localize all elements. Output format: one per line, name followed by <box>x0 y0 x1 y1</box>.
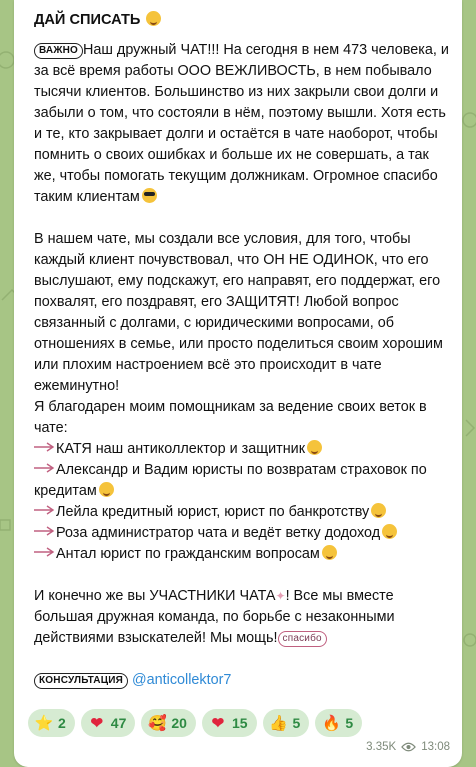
arrow-icon <box>34 547 56 557</box>
post-title <box>34 10 452 31</box>
thanks-badge: спасибо <box>278 631 327 647</box>
message-time: 13:08 <box>421 741 450 753</box>
wink-emoji-icon <box>307 440 322 455</box>
paragraph-4b-text: ! Все мы вместе большая дружная команда, по борьбе с незаконными действиями взыскателей! Мы мощь! <box>34 588 395 646</box>
reaction-count: 2 <box>58 715 66 731</box>
reaction-count: 5 <box>292 715 301 731</box>
helper-item <box>34 460 452 502</box>
arrow-icon <box>34 526 56 536</box>
username-link[interactable]: @anticollektor7 <box>132 672 232 688</box>
reaction-thumbs-up[interactable] <box>263 709 310 737</box>
sunglasses-emoji-icon <box>142 188 157 203</box>
important-badge: ВАЖНО <box>34 43 83 59</box>
consultation-badge: КОНСУЛЬТАЦИЯ <box>34 673 128 689</box>
reaction-fire[interactable] <box>315 709 362 737</box>
reaction-hearts-face[interactable] <box>141 709 196 737</box>
arrow-icon <box>34 442 56 452</box>
reaction-count: 47 <box>110 715 127 731</box>
reaction-heart-on-fire[interactable] <box>202 709 257 737</box>
post-title-text: ДАЙ СПИСАТЬ <box>34 12 141 28</box>
helper-item-text: Александр и Вадим юристы по возвратам страховок по кредитам <box>34 462 427 499</box>
helper-item-text: КАТЯ наш антиколлектор и защитник <box>56 441 306 457</box>
arrow-icon <box>34 463 56 473</box>
reaction-star[interactable] <box>28 709 75 737</box>
reaction-count: 5 <box>345 715 354 731</box>
helper-item <box>34 544 452 565</box>
eye-icon <box>401 742 416 752</box>
heart-on-fire-icon: ❤ <box>211 715 225 732</box>
helper-item-text: Роза администратор чата и ведёт ветку додоход <box>56 525 381 541</box>
arrow-icon <box>34 505 56 515</box>
helper-item-text: Антал юрист по гражданским вопросам <box>56 546 320 562</box>
wink-emoji-icon <box>371 503 386 518</box>
paragraph-4 <box>34 586 452 649</box>
wink-emoji-icon <box>322 545 337 560</box>
paragraph-1 <box>34 40 452 208</box>
helper-item <box>34 439 452 460</box>
wink-emoji-icon <box>146 11 161 26</box>
helper-item <box>34 523 452 544</box>
sparkle-icon: ✦ <box>275 589 286 603</box>
reaction-heart[interactable] <box>81 709 136 737</box>
thumbs-up-icon: 👍 <box>269 715 288 732</box>
fire-icon: 🔥 <box>321 715 341 732</box>
paragraph-2: В нашем чате, мы создали все условия, для того, чтобы каждый клиент почувствовал, что ОН НЕ ОДИНОК, что его выслушают, ему подскажут, его направят, его поддержат, его похвалят, его поздравят, его ЗАЩИТЯТ! Любой вопрос связанный с долгами, с юридическими вопросами, об отношениях в семье, или просто поделиться своим хорошим или плохим настроением всё это происходит в чате ежеминутно! <box>34 231 443 394</box>
view-count: 3.35K <box>366 741 397 753</box>
wink-emoji-icon <box>382 524 397 539</box>
star-icon: ⭐ <box>34 715 54 732</box>
wink-emoji-icon <box>99 482 114 497</box>
reactions-bar <box>28 709 362 737</box>
paragraph-3: Я благодарен моим помощникам за ведение своих веток в чате: <box>34 399 427 436</box>
paragraph-4-text: И конечно же вы УЧАСТНИКИ ЧАТА <box>34 588 276 604</box>
message-meta <box>366 741 450 753</box>
helper-item <box>34 502 452 523</box>
footer-line <box>34 670 452 691</box>
reaction-count: 15 <box>231 715 248 731</box>
paragraph-1-text: Наш дружный ЧАТ!!! На сегодня в нем 473 человека, и за всё время работы ООО ВЕЖЛИВОСТЬ, в нем побывало тысячи клиентов. Большинство из них закрыли свои долги и забыли о том, что состояли в нём, поэтому вышли. Хотя есть и те, кто закрывает долги и остаётся в чате наоборот, чтобы помнить о своих ошибках и больше их не совершать, а так же, чтобы помогать текущим должникам. Огромное спасибо таким клиентам <box>34 42 449 205</box>
heart-icon: ❤ <box>90 715 104 732</box>
message-text[interactable] <box>34 10 452 691</box>
helper-item-text: Лейла кредитный юрист, юрист по банкротству <box>56 504 370 520</box>
reaction-count: 20 <box>171 715 187 731</box>
hearts-face-icon: 🥰 <box>148 715 167 732</box>
